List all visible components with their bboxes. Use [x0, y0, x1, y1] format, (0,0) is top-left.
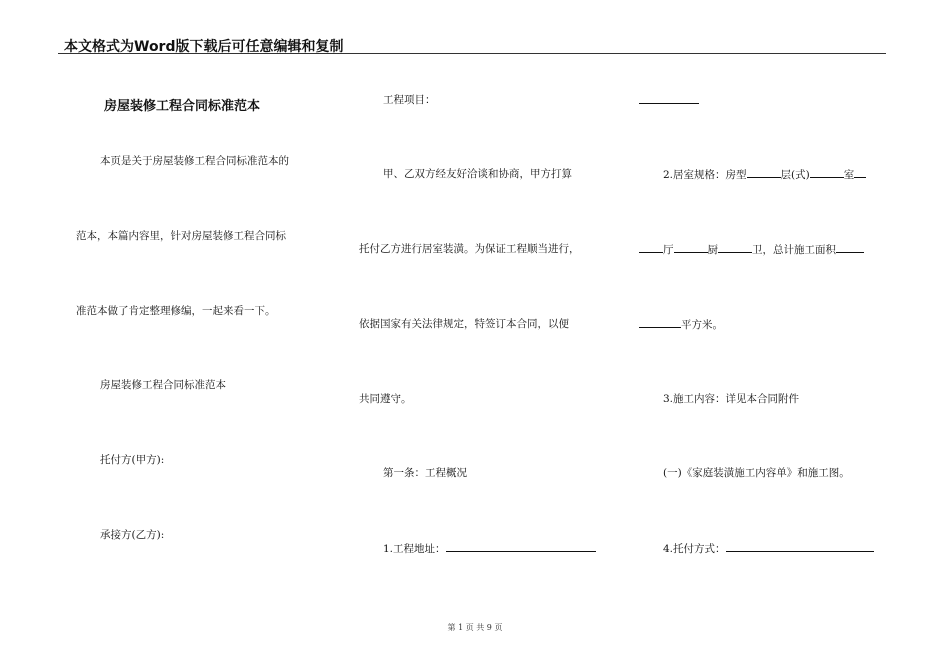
- spec-blank-3: [854, 167, 866, 178]
- spec-g: 平方米。: [681, 319, 723, 331]
- address-label: [383, 541, 596, 556]
- spec-c: 室: [843, 169, 855, 181]
- col1-subtitle: 房屋装修工程合同标准范本: [100, 379, 226, 391]
- col1-para-line-3: 准范本做了肯定整理修编，一起来看一下。: [76, 305, 276, 317]
- col1-para-line-1: 本页是关于房屋装修工程合同标准范本的: [100, 155, 289, 167]
- document-title: 房屋装修工程合同标准范本: [104, 99, 261, 114]
- col2-para-line-3: 依据国家有关法律规定，特签订本合同，以便: [359, 318, 569, 330]
- col2-para-line-4: 共同遵守。: [359, 393, 412, 405]
- project-blank: [639, 93, 699, 104]
- payment-label: [663, 541, 874, 556]
- content-item: (一)《家庭装潢施工内容单》和施工图。: [663, 467, 850, 479]
- spec-blank-8: [639, 317, 681, 328]
- spec-e: 厨: [707, 244, 718, 256]
- spec-blank-5: [674, 242, 708, 253]
- spec-f: 卫，总计施工面积: [752, 244, 836, 256]
- spec-blank-7: [836, 242, 864, 253]
- spec-b: 层(式): [780, 169, 810, 181]
- payment-label-text: 4.托付方式：: [663, 543, 726, 555]
- address-label-text: 1.工程地址：: [383, 543, 446, 555]
- spec-blank-4: [639, 242, 663, 253]
- party-a-label: 托付方(甲方):: [100, 454, 165, 466]
- page-number: 第 1 页 共 9 页: [447, 623, 503, 632]
- address-blank: [446, 541, 596, 552]
- header-rule: [58, 53, 886, 54]
- spec-line-3: [639, 317, 723, 332]
- project-label: 工程项目：: [383, 94, 436, 106]
- spec-line-1: [663, 167, 866, 182]
- spec-blank-1: [747, 167, 781, 178]
- spec-a: 2.居室规格：房型: [663, 169, 747, 181]
- col2-para-line-2: 托付乙方进行居室装潢。为保证工程顺当进行，: [359, 243, 580, 255]
- header-note: 本文格式为Word版下载后可任意编辑和复制: [64, 39, 344, 55]
- content-line: 3.施工内容：详见本合同附件: [663, 393, 800, 405]
- col2-para-line-1: 甲、乙双方经友好洽谈和协商，甲方打算: [383, 168, 572, 180]
- article-1-heading: 第一条：工程概况: [383, 467, 467, 479]
- payment-blank: [726, 541, 874, 552]
- spec-d: 厅: [663, 244, 674, 256]
- party-b-label: 承接方(乙方):: [100, 529, 165, 541]
- spec-line-2: [639, 242, 864, 257]
- col1-para-line-2: 范本，本篇内容里，针对房屋装修工程合同标: [76, 230, 286, 242]
- spec-blank-6: [718, 242, 752, 253]
- spec-blank-2: [810, 167, 844, 178]
